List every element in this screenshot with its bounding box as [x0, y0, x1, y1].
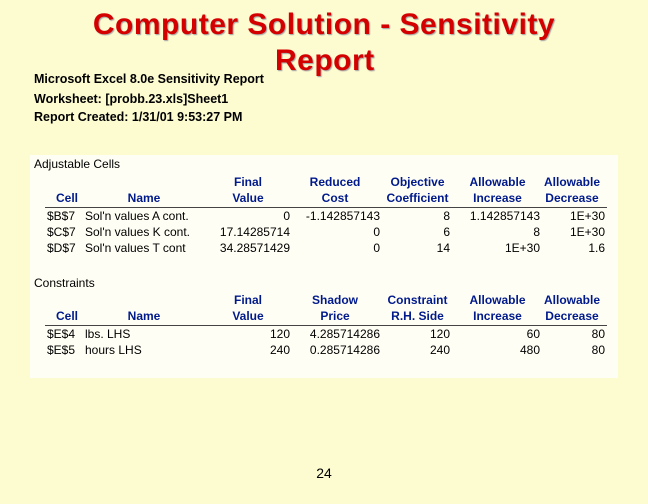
shadow-price: 4.285714286 [309, 327, 380, 341]
allowable-increase: 1E+30 [504, 241, 540, 255]
report-header-line-3: Report Created: 1/31/01 9:53:27 PM [34, 110, 243, 124]
allowable-decrease: 1.6 [588, 241, 605, 255]
objective-coefficient: 6 [443, 225, 450, 239]
cell-name: Sol'n values T cont [85, 241, 186, 255]
header-value: Value [232, 309, 264, 323]
constraints-table [45, 293, 607, 359]
final-value: 0 [283, 209, 290, 223]
divider [45, 207, 607, 208]
cell-ref: $B$7 [47, 209, 76, 223]
header-cell: Cell [55, 309, 78, 323]
header-shadow: Shadow [311, 293, 358, 307]
allowable-increase: 60 [526, 327, 540, 341]
header-cell: Cell [55, 191, 78, 205]
reduced-cost: 0 [373, 241, 380, 255]
cell-name: Sol'n values K cont. [85, 225, 191, 239]
final-value: 17.14285714 [219, 225, 290, 239]
header-name: Name [127, 309, 161, 323]
allowable-decrease: 1E+30 [569, 225, 605, 239]
constraints-header-row-2 [45, 309, 607, 325]
header-cost: Cost [321, 191, 349, 205]
header-increase: Increase [473, 191, 522, 205]
cell-ref: $E$4 [47, 327, 76, 341]
header-value: Value [232, 191, 264, 205]
header-reduced: Reduced [309, 175, 361, 189]
constraints-label: Constraints [34, 276, 95, 290]
cell-name: Sol'n values A cont. [85, 209, 189, 223]
cell-ref: $D$7 [47, 241, 76, 255]
header-decrease: Decrease [545, 309, 599, 323]
header-decrease: Decrease [545, 191, 599, 205]
cell-name: hours LHS [85, 343, 142, 357]
cell-name: lbs. LHS [85, 327, 131, 341]
slide-title-line-1: Computer Solution - Sensitivity [92, 8, 556, 41]
table-row [45, 343, 607, 359]
cell-ref: $C$7 [47, 225, 76, 239]
allowable-decrease: 1E+30 [569, 209, 605, 223]
final-value: 34.28571429 [219, 241, 290, 255]
report-header-line-1: Microsoft Excel 8.0e Sensitivity Report [34, 72, 264, 86]
slide-title-line-2: Report [275, 44, 375, 77]
adjustable-header-row-1 [45, 175, 607, 191]
header-objective: Objective [390, 175, 445, 189]
header-final: Final [233, 175, 262, 189]
objective-coefficient: 14 [436, 241, 450, 255]
constraint-rhs: 240 [429, 343, 450, 357]
allowable-increase: 8 [533, 225, 540, 239]
header-name: Name [127, 191, 161, 205]
shadow-price: 0.285714286 [309, 343, 380, 357]
table-row [45, 209, 607, 225]
allowable-increase: 1.142857143 [469, 209, 540, 223]
cell-ref: $E$5 [47, 343, 76, 357]
allowable-decrease: 80 [591, 327, 605, 341]
objective-coefficient: 8 [443, 209, 450, 223]
constraint-rhs: 120 [429, 327, 450, 341]
header-increase: Increase [473, 309, 522, 323]
reduced-cost: -1.142857143 [305, 209, 380, 223]
allowable-decrease: 80 [591, 343, 605, 357]
final-value: 240 [269, 343, 290, 357]
reduced-cost: 0 [373, 225, 380, 239]
divider [45, 325, 607, 326]
table-row [45, 225, 607, 241]
table-row [45, 241, 607, 257]
adjustable-header-row-2 [45, 191, 607, 207]
adjustable-cells-label: Adjustable Cells [34, 157, 121, 171]
header-allowable-increase: Allowable [469, 293, 526, 307]
header-final: Final [233, 293, 262, 307]
table-row [45, 327, 607, 343]
header-coefficient: Coefficient [386, 191, 449, 205]
header-allowable-decrease: Allowable [543, 175, 600, 189]
header-rhs: R.H. Side [391, 309, 444, 323]
page-number: 24 [316, 465, 332, 481]
header-constraint: Constraint [387, 293, 448, 307]
header-allowable-increase: Allowable [469, 175, 526, 189]
header-allowable-decrease: Allowable [543, 293, 600, 307]
header-price: Price [320, 309, 350, 323]
allowable-increase: 480 [519, 343, 540, 357]
report-header-line-2: Worksheet: [probb.23.xls]Sheet1 [34, 92, 229, 106]
adjustable-cells-table [45, 175, 607, 257]
final-value: 120 [269, 327, 290, 341]
constraints-header-row-1 [45, 293, 607, 309]
